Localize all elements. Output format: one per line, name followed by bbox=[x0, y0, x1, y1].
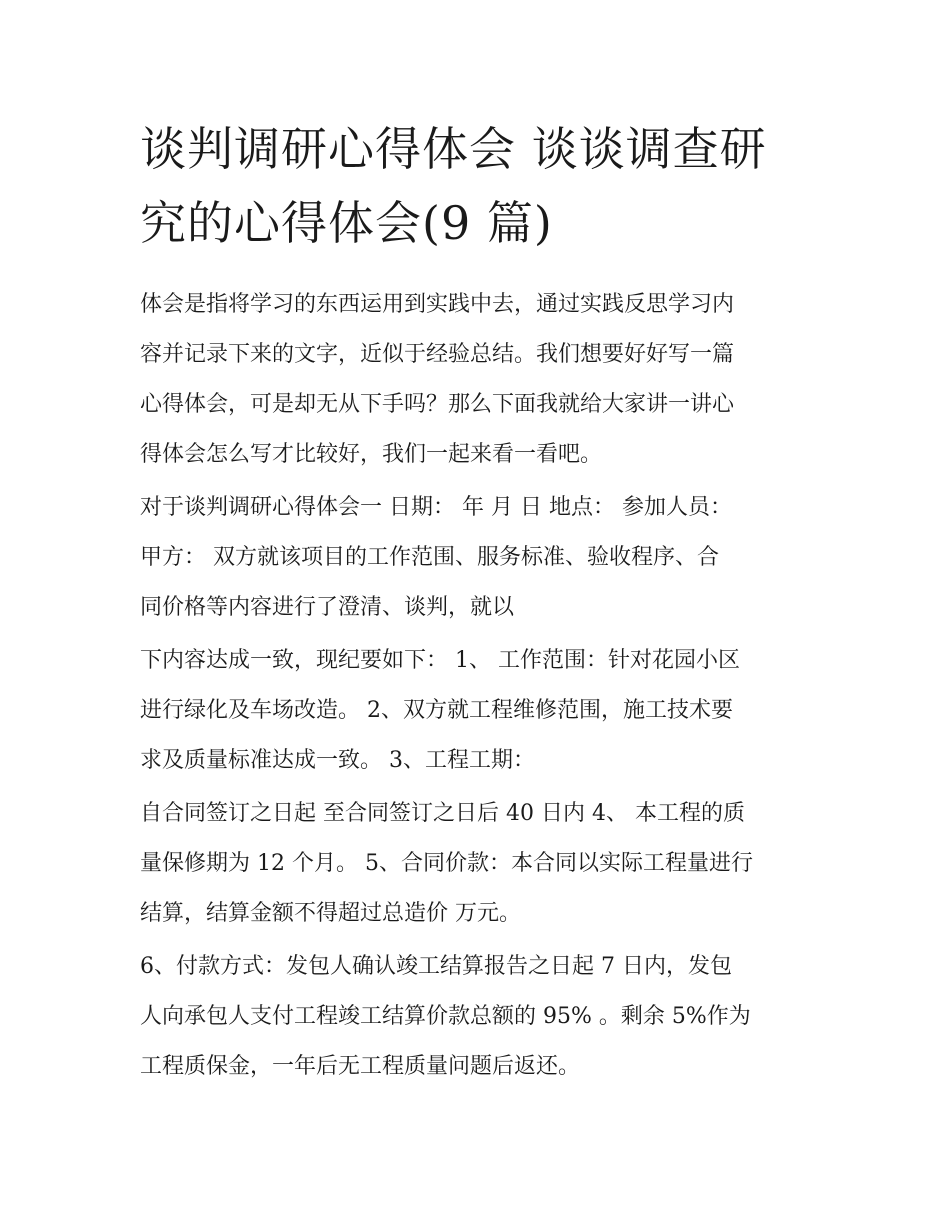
text-line: 得体会怎么写才比较好，我们一起来看一看吧。 bbox=[140, 442, 603, 467]
intro-paragraph bbox=[140, 280, 820, 480]
text-line: 工程质保金，一年后无工程质量问题后返还。 bbox=[140, 1054, 581, 1079]
document-title bbox=[140, 112, 820, 260]
text-line: 对于谈判调研心得体会一 日期： 年 月 日 地点： 参加人员： bbox=[140, 495, 732, 520]
text-line: 容并记录下来的文字，近似于经验总结。我们想要好好写一篇 bbox=[140, 342, 735, 367]
scope-paragraph bbox=[140, 636, 820, 786]
document-page bbox=[140, 112, 820, 1095]
text-line: 6、付款方式：发包人确认竣工结算报告之日起 7 日内，发包 bbox=[140, 954, 732, 979]
text-line: 结算，结算金额不得超过总造价 万元。 bbox=[140, 901, 521, 926]
text-line: 同价格等内容进行了澄清、谈判，就以 bbox=[140, 595, 515, 620]
title-line: 究的心得体会(9 篇) bbox=[140, 196, 553, 250]
text-line: 自合同签订之日起 至合同签订之日后 40 日内 4、 本工程的质 bbox=[140, 801, 745, 826]
text-line: 甲方： 双方就该项目的工作范围、服务标准、验收程序、合 bbox=[140, 545, 719, 570]
text-line: 人向承包人支付工程竣工结算价款总额的 95% 。剩余 5%作为 bbox=[140, 1004, 751, 1029]
text-line: 下内容达成一致，现纪要如下： 1、 工作范围：针对花园小区 bbox=[140, 648, 740, 673]
payment-paragraph bbox=[140, 942, 820, 1092]
meeting-info-paragraph bbox=[140, 483, 820, 633]
text-line: 求及质量标准达成一致。 3、工程工期： bbox=[140, 748, 535, 773]
schedule-paragraph bbox=[140, 789, 820, 939]
text-line: 量保修期为 12 个月。 5、合同价款：本合同以实际工程量进行 bbox=[140, 851, 753, 876]
text-line: 心得体会，可是却无从下手吗？那么下面我就给大家讲一讲心 bbox=[140, 392, 735, 417]
document-body bbox=[140, 280, 820, 1092]
text-line: 进行绿化及车场改造。 2、双方就工程维修范围，施工技术要 bbox=[140, 698, 733, 723]
text-line: 体会是指将学习的东西运用到实践中去，通过实践反思学习内 bbox=[140, 292, 735, 317]
title-line: 谈判调研心得体会 谈谈调查研 bbox=[140, 122, 767, 176]
